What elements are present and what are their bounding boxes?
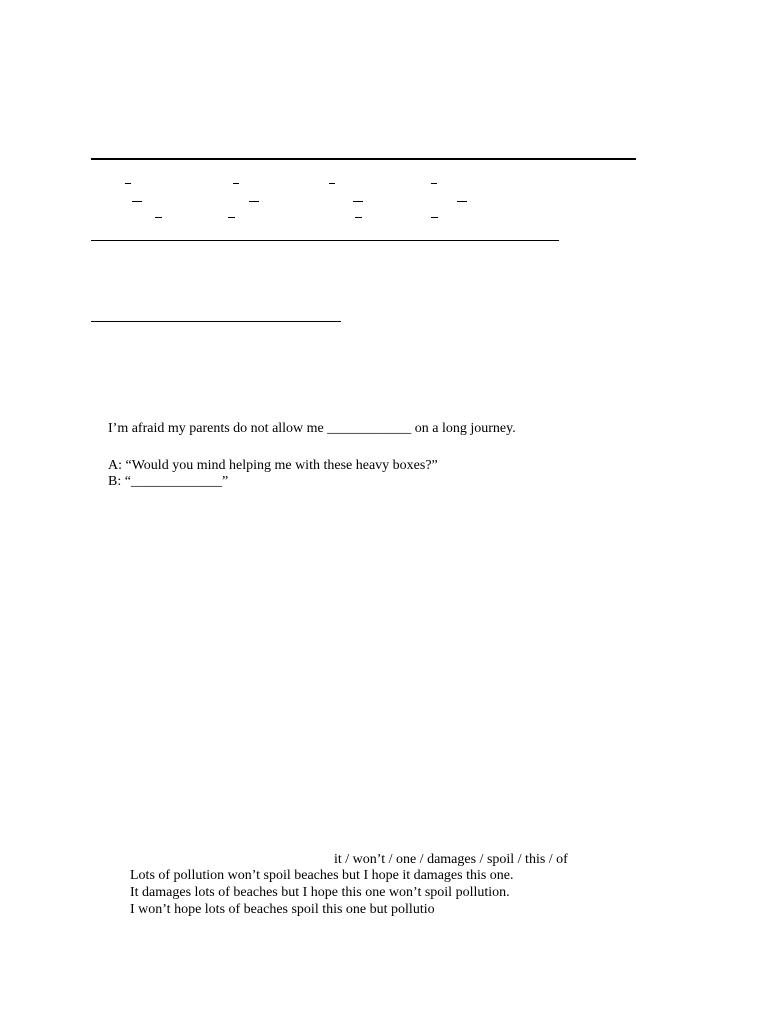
question-1-blank: ____________ bbox=[327, 421, 412, 436]
question-2-b-prefix: B: “ bbox=[108, 474, 131, 489]
question-3-prompt: it / won’t / one / damages / spoil / this / of bbox=[334, 852, 568, 867]
question-1-text-before: I’m afraid my parents do not allow me bbox=[108, 421, 324, 436]
dash-mark bbox=[249, 201, 259, 202]
question-1-sentence bbox=[108, 421, 516, 437]
dash-mark bbox=[228, 217, 235, 218]
question-2-line-b bbox=[108, 474, 228, 490]
question-2-line-a: A: “Would you mind helping me with these heavy boxes?” bbox=[108, 458, 438, 473]
dash-mark bbox=[125, 183, 131, 184]
question-3-option: I won’t hope lots of beaches spoil this one but pollutio bbox=[130, 902, 435, 917]
section-rule bbox=[91, 321, 341, 322]
dash-mark bbox=[431, 183, 437, 184]
question-2-blank: _____________ bbox=[130, 474, 222, 489]
dash-mark bbox=[431, 217, 438, 218]
question-3-option: It damages lots of beaches but I hope this one won’t spoil pollution. bbox=[130, 885, 510, 900]
dash-mark bbox=[329, 183, 335, 184]
dash-mark bbox=[132, 201, 142, 202]
dash-mark bbox=[355, 217, 362, 218]
dash-mark bbox=[233, 183, 239, 184]
header-top-rule bbox=[91, 158, 636, 160]
question-2-b-suffix: ” bbox=[221, 474, 229, 489]
question-3-option: Lots of pollution won’t spoil beaches but I hope it damages this one. bbox=[130, 868, 514, 883]
header-bottom-rule bbox=[91, 240, 559, 241]
question-1-text-after: on a long journey. bbox=[414, 421, 516, 436]
dash-mark bbox=[353, 201, 363, 202]
dash-mark bbox=[155, 217, 162, 218]
dash-mark bbox=[457, 201, 467, 202]
